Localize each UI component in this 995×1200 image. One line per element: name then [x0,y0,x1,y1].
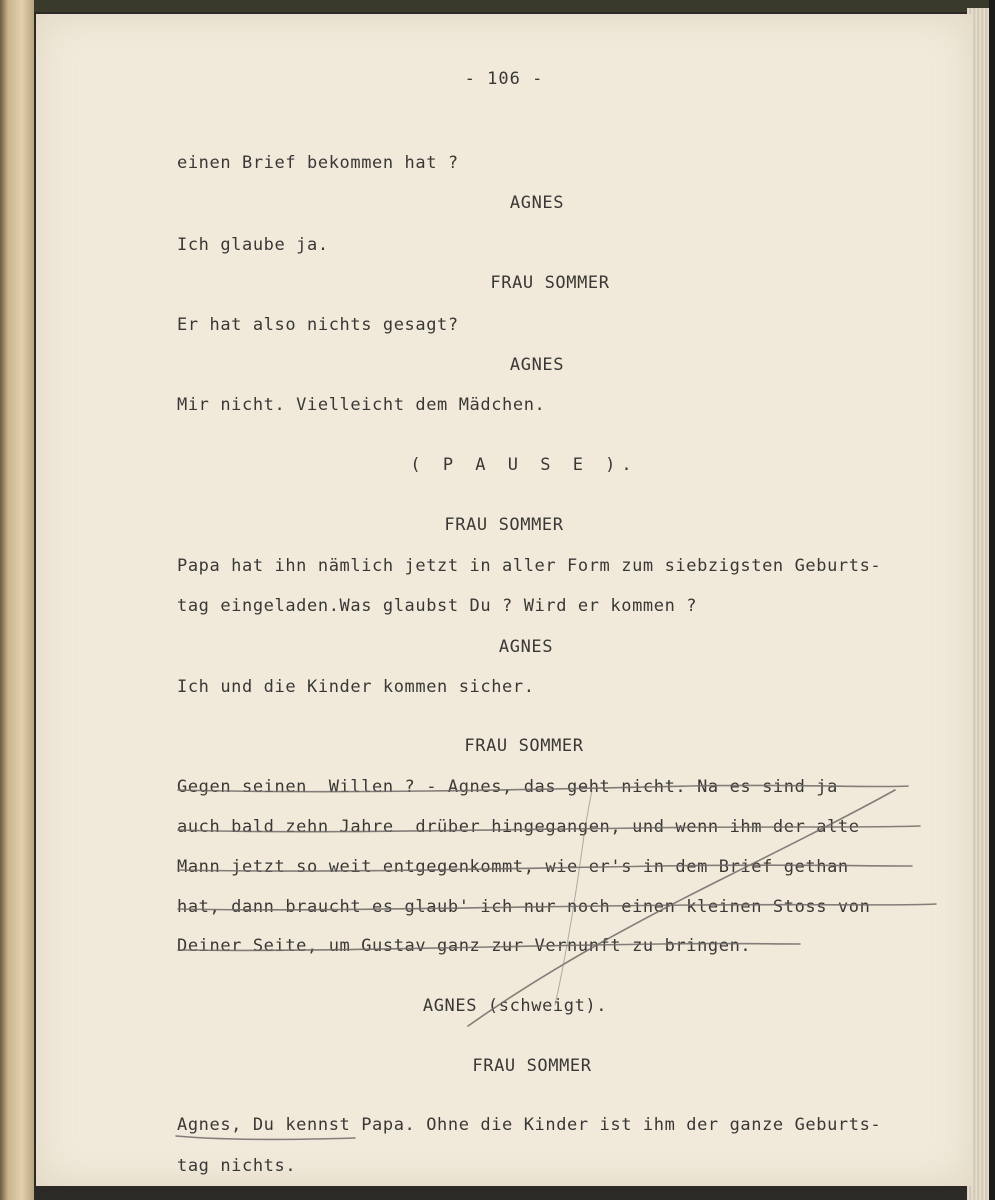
text-line: einen Brief bekommen hat ? [177,153,459,173]
typescript-page [36,14,972,1186]
text-line: Ich glaube ja. [177,235,329,255]
speaker-name: FRAU SOMMER [472,1056,592,1076]
struck-text-line: Mann jetzt so weit entgegenkommt, wie er's in dem Brief gethan [177,857,849,877]
background-edge [989,0,995,1200]
speaker-with-direction: AGNES (schweigt). [422,996,608,1016]
speaker-name: FRAU SOMMER [490,273,610,293]
text-line: Mir nicht. Vielleicht dem Mädchen. [177,395,546,415]
speaker-name: AGNES [509,355,565,375]
text-line: Papa hat ihn nämlich jetzt in aller Form zum siebzigsten Geburts- [177,556,882,576]
struck-text-line: auch bald zehn Jahre drüber hingegangen, und wenn ihm der alte [177,817,860,837]
struck-text-line: Deiner Seite, um Gustav ganz zur Vernunft zu bringen. [177,936,752,956]
book-binding [0,0,34,1200]
text-line: tag eingeladen.Was glaubst Du ? Wird er kommen ? [177,596,698,616]
text-line: tag nichts. [177,1156,297,1176]
stage-direction-pause: ( P A U S E ). [410,455,638,475]
speaker-name: FRAU SOMMER [464,736,584,756]
speaker-name: FRAU SOMMER [444,515,564,535]
struck-text-line: Gegen seinen Willen ? - Agnes, das geht nicht. Na es sind ja [177,777,838,797]
text-line: Ich und die Kinder kommen sicher. [177,677,535,697]
text-line: Er hat also nichts gesagt? [177,315,459,335]
page-number: - 106 - [464,69,544,89]
struck-text-line: hat, dann braucht es glaub' ich nur noch einen kleinen Stoss von [177,897,871,917]
speaker-name: AGNES [498,637,554,657]
book-top-edge [0,0,995,12]
text-line: Agnes, Du kennst Papa. Ohne die Kinder ist ihm der ganze Geburts- [177,1115,882,1135]
speaker-name: AGNES [509,193,565,213]
